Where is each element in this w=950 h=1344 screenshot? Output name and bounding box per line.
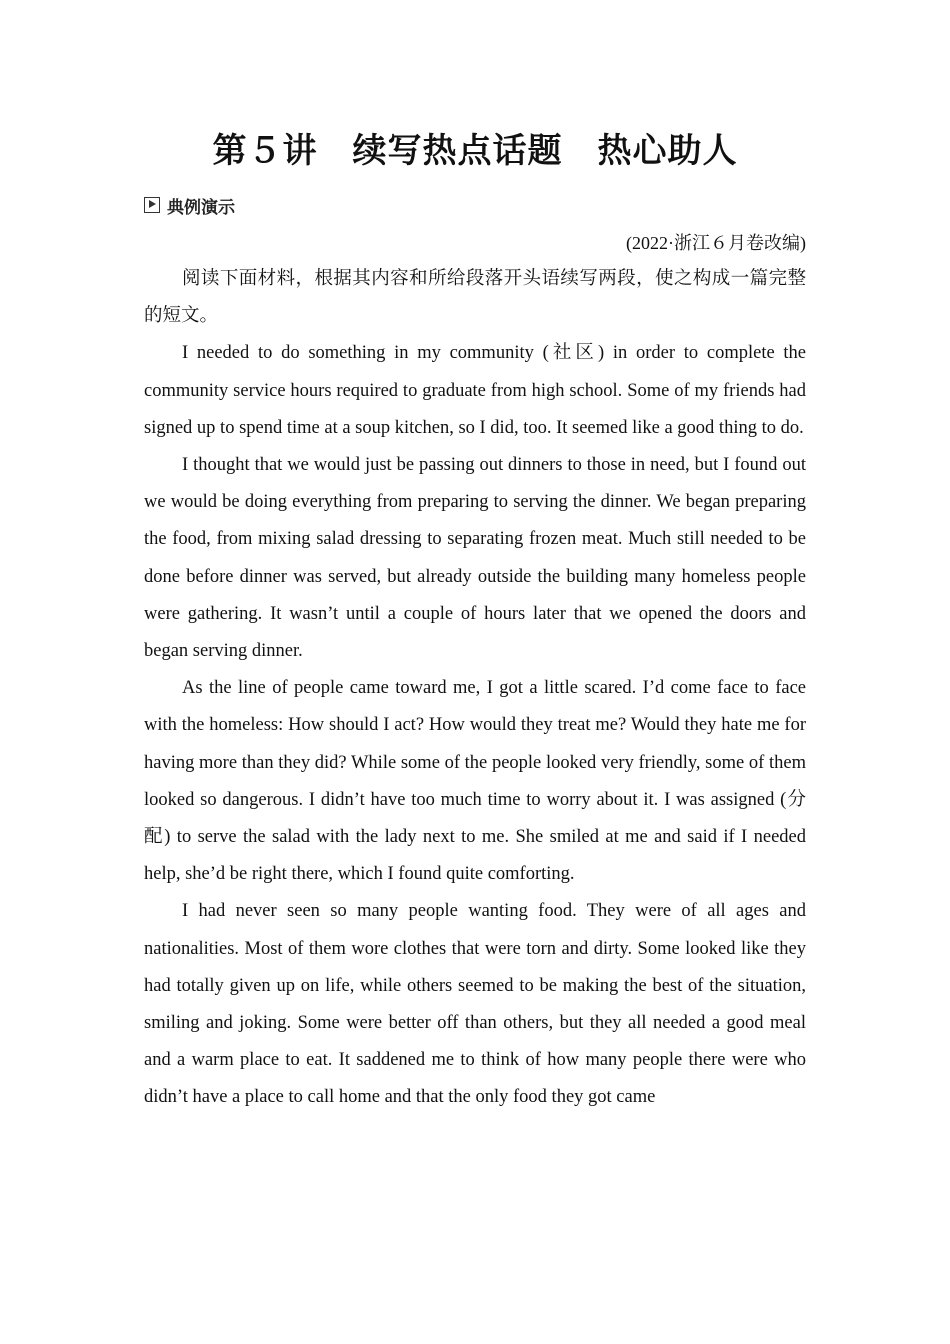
section-header xyxy=(144,192,235,218)
story-paragraph: I had never seen so many people wanting food. They were of all ages and nationalities. Most of them wore clothes that were torn and dirty. Some looked like they had totally given up on life, while others seemed to be making the best of the situation, smiling and joking. Some were better off than others, but they all needed a good meal and a warm place to eat. It saddened me to think of how many people there were who didn’t have a place to call home and that the only food they got came xyxy=(144,901,806,1108)
instruction-paragraph: 阅读下面材料，根据其内容和所给段落开头语续写两段，使之构成一篇完整的短文。 xyxy=(144,269,806,327)
story-paragraph: I thought that we would just be passing out dinners to those in need, but I found out we would be doing everything from preparing to serving the dinner. We began preparing the food, from mixing salad dressing to separating frozen meat. Much still needed to be done before dinner was served, but already outside the building many homeless people were gathering. It wasn’t until a couple of hours later that we opened the doors and began serving dinner. xyxy=(144,455,806,662)
source-note: (2022·浙江６月卷改编) xyxy=(626,233,806,253)
story-paragraph: I needed to do something in my community (社区) in order to complete the community service hours required to graduate from high school. Some of my friends had signed up to spend time at a soup kitchen, so I did, too. It seemed like a good thing to do. xyxy=(144,343,806,438)
play-box-icon xyxy=(144,197,160,213)
section-label: 典例演示 xyxy=(167,197,235,218)
story-paragraph: As the line of people came toward me, I got a little scared. I’d come face to face with the homeless: How should I act? How would they treat me? Would they hate me for having more than they did? While some of the people looked very friendly, some of them looked so dangerous. I didn’t have too much time to worry about it. I was assigned (分配) to serve the salad with the lady next to me. She smiled at me and said if I needed help, she’d be right there, which I found quite comforting. xyxy=(144,678,806,885)
article-body xyxy=(144,261,806,1117)
page-title: 第５讲 续写热点话题 热心助人 xyxy=(212,131,738,171)
